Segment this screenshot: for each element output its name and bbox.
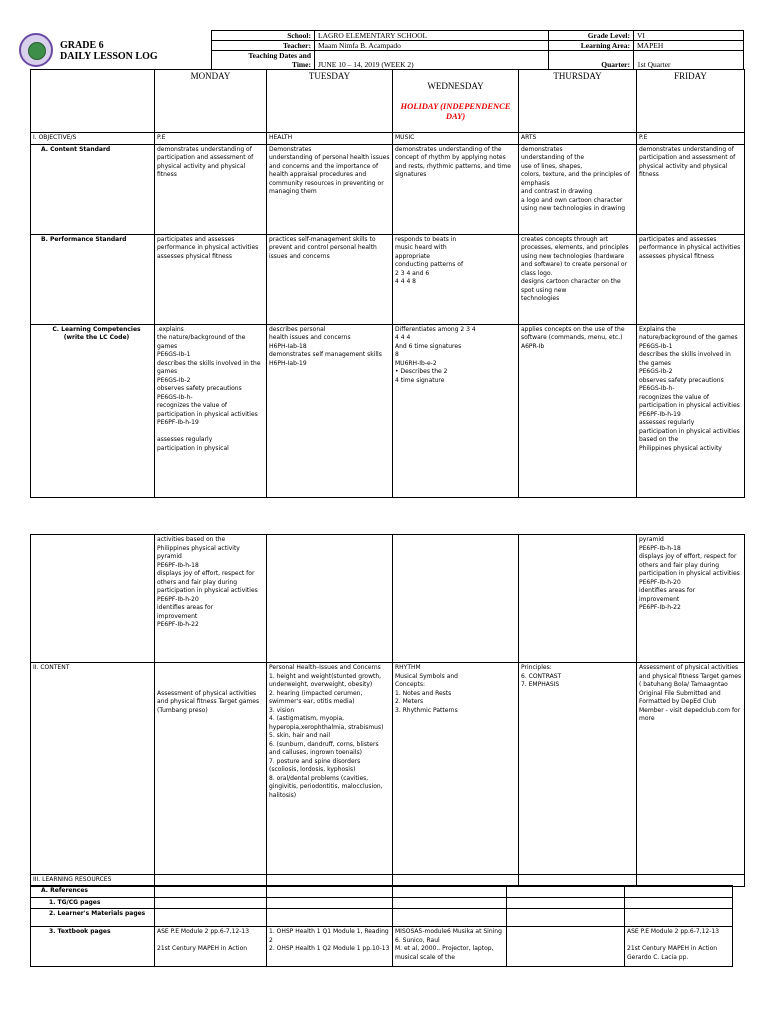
corner-cell — [31, 70, 155, 133]
learning-competencies-tue: describes personal health issues and concerns H6PH-Iab-18 demonstrates self management skills H6PH-Iab-19 — [267, 324, 393, 497]
tg-label: 1. TG/CG pages — [31, 897, 155, 909]
lm-tue — [267, 909, 393, 927]
objectives-tue: HEALTH — [267, 133, 393, 145]
lm-thu — [507, 909, 625, 927]
content-tue: Personal Health–Issues and Concerns 1. height and weight(stunted growth, underweight, overweight, obesity) 2. hearing (impacted cerumen, swimmer's ear, otitis media) 3. vision 4. (astigmatism, myopia, hyperopia,xerophthalmia, strabismus) 5. skin, hair and nail 6. (sunburn, dandruff, corns, blisters and calluses, ingrown toenails) 7. posture and spine disorders (scoliosis, lordosis, kyphosis) 8. oral/dental problems (cavities, gingivitis, periodontitis, malocclusion, halitosis) — [267, 663, 393, 875]
learning-competencies-wed: Differentiates among 2 3 4 4 4 4 And 6 time signatures 8 MU6RH-Ib-e-2 • Describes the 2 4 time signature — [393, 324, 519, 497]
references-thu — [507, 886, 625, 898]
textbook-tue: 1. OHSP Health 1 Q1 Module 1, Reading 2 2. OHSP Health 1 Q2 Module 1 pp.10-13 — [267, 927, 393, 967]
tg-thu — [507, 897, 625, 909]
teaching-dates-label — [212, 51, 315, 70]
day-monday: MONDAY — [155, 70, 267, 133]
header-info-table — [211, 30, 744, 70]
continued-tue — [267, 535, 393, 663]
holiday-note: HOLIDAY (INDEPENDENCE DAY) — [400, 101, 511, 121]
tg-tue — [267, 897, 393, 909]
references-fri — [625, 886, 733, 898]
quarter-value: 1st Quarter — [634, 51, 744, 70]
tg-mon — [155, 897, 267, 909]
learning-competencies-fri: Explains the nature/background of the games PE6GS-Ib-1 describes the skills involved in the games PE6GS-Ib-2 observes safety precautions PE6GS-Ib-h- recognizes the value of participation in physical activities PE6PF-Ib-h-19 assesses regularly participation in physical activities based on the Philippines physical activity — [637, 324, 745, 497]
performance-standard-thu: creates concepts through art processes, elements, and principles using new technologies (hardware and software) to create personal or class logo. designs cartoon character on the spot using new technologies — [519, 234, 637, 324]
references-label: A. References — [31, 886, 155, 898]
textbook-thu — [507, 927, 625, 967]
references-wed — [393, 886, 507, 898]
lesson-table-page1 — [30, 69, 745, 498]
grade-level-value: VI — [634, 31, 744, 41]
day-tuesday: TUESDAY — [267, 70, 393, 133]
continued-label — [31, 535, 155, 663]
resources-table — [30, 885, 733, 967]
doc-title-dll: DAILY LESSON LOG — [60, 51, 158, 62]
textbook-fri: ASE P.E Module 2 pp.6-7,12-13 21st Century MAPEH in Action Gerardo C. Lacia pp. — [625, 927, 733, 967]
teaching-dates-value: JUNE 10 – 14, 2019 (WEEK 2) — [315, 51, 549, 70]
content-standard-fri: demonstrates understanding of participation and assessment of physical activity and physical fitness — [637, 144, 745, 234]
school-label: School: — [212, 31, 315, 41]
content-thu: Principles: 6. CONTRAST 7. EMPHASIS — [519, 663, 637, 875]
content-standard-wed: demonstrates understanding of the concept of rhythm by applying notes and rests, rhythmic patterns, and time signatures — [393, 144, 519, 234]
objectives-thu: ARTS — [519, 133, 637, 145]
day-wednesday: WEDNESDAY — [427, 81, 484, 91]
continued-fri: pyramid PE6PF-Ib-h-18 displays joy of effort, respect for others and fair play during participation in physical activities PE6PF-Ib-h-20 identifies areas for improvement PE6PF-Ib-h-22 — [637, 535, 745, 663]
performance-standard-wed: responds to beats in music heard with appropriate conducting patterns of 2 3 4 and 6 4 4 4 8 — [393, 234, 519, 324]
performance-standard-label: B. Performance Standard — [31, 234, 155, 324]
deped-seal-icon — [19, 33, 53, 67]
tg-wed — [393, 897, 507, 909]
grade-level-label: Grade Level: — [549, 31, 634, 41]
content-mon: Assessment of physical activities and physical fitness Target games (Tumbang preso) — [155, 663, 267, 875]
objectives-mon: P.E — [155, 133, 267, 145]
day-wednesday-cell — [393, 70, 519, 133]
lm-mon — [155, 909, 267, 927]
performance-standard-mon: participates and assesses performance in physical activities assesses physical fitness — [155, 234, 267, 324]
teacher-value: Maam Nimfa B. Acampado — [315, 41, 549, 51]
continued-wed — [393, 535, 519, 663]
continued-mon: activities based on the Philippines physical activity pyramid PE6PF-Ib-h-18 displays joy of effort, respect for others and fair play during participation in physical activities PE6PF-Ib-h-20 identifies areas for improvement PE6PF-Ib-h-22 — [155, 535, 267, 663]
content-standard-label: A. Content Standard — [31, 144, 155, 234]
doc-title-grade: GRADE 6 — [60, 40, 104, 51]
school-value: LAGRO ELEMENTARY SCHOOL — [315, 31, 549, 41]
resources-label: III. LEARNING RESOURCES — [31, 875, 155, 887]
references-tue — [267, 886, 393, 898]
content-standard-thu: demonstrates understanding of the use of lines, shapes, colors, texture, and the principles of emphasis and contrast in drawing a logo and own cartoon character using new technologies in drawing — [519, 144, 637, 234]
teacher-label: Teacher: — [212, 41, 315, 51]
learning-area-value: MAPEH — [634, 41, 744, 51]
learning-competencies-label: C. Learning Competencies (write the LC Code) — [31, 324, 155, 497]
content-fri: Assessment of physical activities and physical fitness Target games ( batuhang Bola/ Tamaagntao Original File Submitted and Formatted by DepEd Club Member - visit depedclub.com for more — [637, 663, 745, 875]
content-standard-mon: demonstrates understanding of participation and assessment of physical activity and physical fitness — [155, 144, 267, 234]
learning-competencies-thu: applies concepts on the use of the software (commands, menu, etc.) A6PR-Ib — [519, 324, 637, 497]
lm-fri — [625, 909, 733, 927]
lm-label: 2. Learner's Materials pages — [31, 909, 155, 927]
objectives-wed: MUSIC — [393, 133, 519, 145]
lesson-table-page2 — [30, 534, 745, 887]
textbook-mon: ASE P.E Module 2 pp.6-7,12-13 21st Century MAPEH in Action — [155, 927, 267, 967]
textbook-label: 3. Textbook pages — [31, 927, 155, 967]
teaching-dates-label-2: Time: — [291, 60, 311, 69]
quarter-label: Quarter: — [549, 51, 634, 70]
references-mon — [155, 886, 267, 898]
learning-competencies-mon: .explains the nature/background of the games PE6GS-Ib-1 describes the skills involved in the games PE6GS-Ib-2 observes safety precautions PE6GS-Ib-h- recognizes the value of participation in physical activities PE6PF-Ib-h-19 assesses regularly participation in physical — [155, 324, 267, 497]
content-standard-tue: Demonstrates understanding of personal health issues and concerns and the importance of health appraisal procedures and community resources in preventing or managing them — [267, 144, 393, 234]
content-label: II. CONTENT — [31, 663, 155, 875]
textbook-wed: MISOSA5-module6 Musika at Sining 6. Sunico, Raul M. et al, 2000.. Projector, laptop, musical scale of the — [393, 927, 507, 967]
teaching-dates-label-1: Teaching Dates and — [248, 51, 311, 60]
tg-fri — [625, 897, 733, 909]
objectives-fri: P.E — [637, 133, 745, 145]
content-wed: RHYTHM Musical Symbols and Concepts: 1. Notes and Rests 2. Meters 3. Rhythmic Patterns — [393, 663, 519, 875]
objectives-label: I. OBJECTIVE/S — [31, 133, 155, 145]
performance-standard-fri: participates and assesses performance in physical activities assesses physical fitness — [637, 234, 745, 324]
day-thursday: THURSDAY — [519, 70, 637, 133]
lm-wed — [393, 909, 507, 927]
learning-area-label: Learning Area: — [549, 41, 634, 51]
continued-thu — [519, 535, 637, 663]
performance-standard-tue: practices self-management skills to prevent and control personal health issues and concerns — [267, 234, 393, 324]
day-friday: FRIDAY — [637, 70, 745, 133]
